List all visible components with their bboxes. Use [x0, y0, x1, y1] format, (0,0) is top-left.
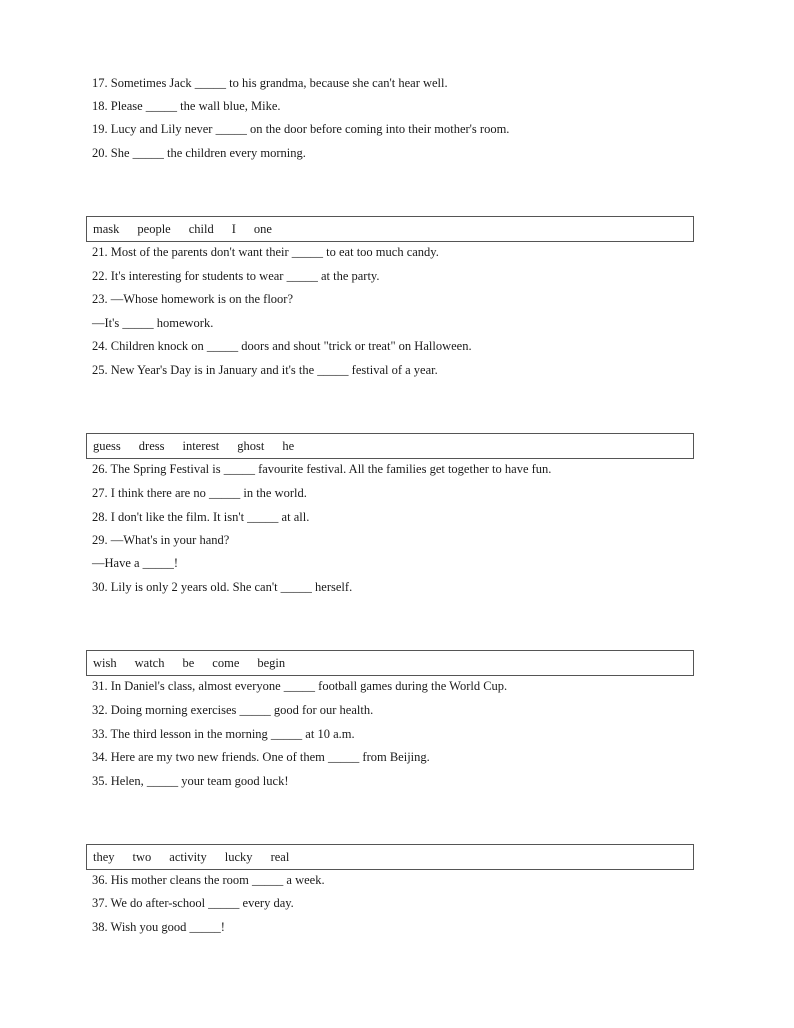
- question-20: 20. She _____ the children every morning.: [92, 146, 306, 160]
- question-27: 27. I think there are no _____ in the world.: [92, 486, 307, 500]
- word-box-item: dress: [138, 439, 165, 453]
- question-36: 36. His mother cleans the room _____ a week.: [92, 873, 325, 887]
- question-37: 37. We do after-school _____ every day.: [92, 896, 294, 910]
- question-28: 28. I don't like the film. It isn't _____ at all.: [92, 510, 310, 524]
- question-21: 21. Most of the parents don't want their _____ to eat too much candy.: [92, 245, 439, 259]
- word-box-item: begin: [257, 656, 286, 670]
- word-box-4: [86, 650, 694, 676]
- word-box-item: they: [93, 850, 115, 864]
- word-box-2: [86, 216, 694, 242]
- word-box-item: two: [132, 850, 152, 864]
- word-box-item: come: [212, 656, 240, 670]
- question-29: 29. —What's in your hand?: [92, 533, 230, 547]
- answer-23: —It's _____ homework.: [92, 316, 214, 330]
- word-box-item: real: [270, 850, 290, 864]
- question-24: 24. Children knock on _____ doors and shout "trick or treat" on Halloween.: [92, 339, 472, 353]
- word-box-item: lucky: [224, 850, 253, 864]
- word-box-item: interest: [182, 439, 220, 453]
- word-box-item: one: [253, 222, 272, 236]
- question-32: 32. Doing morning exercises _____ good for our health.: [92, 703, 374, 717]
- word-box-item: activity: [169, 850, 207, 864]
- question-34: 34. Here are my two new friends. One of them _____ from Beijing.: [92, 750, 430, 764]
- word-box-item: be: [182, 656, 195, 670]
- question-18: 18. Please _____ the wall blue, Mike.: [92, 99, 281, 113]
- question-30: 30. Lily is only 2 years old. She can't _____ herself.: [92, 580, 353, 594]
- word-box-item: ghost: [237, 439, 265, 453]
- question-31: 31. In Daniel's class, almost everyone _____ football games during the World Cup.: [92, 679, 508, 693]
- question-33: 33. The third lesson in the morning _____ at 10 a.m.: [92, 727, 355, 741]
- answer-29: —Have a _____!: [92, 556, 179, 570]
- question-26: 26. The Spring Festival is _____ favourite festival. All the families get together to have fun.: [92, 462, 552, 476]
- word-box-item: mask: [93, 222, 120, 236]
- word-box-3: [86, 433, 694, 459]
- question-22: 22. It's interesting for students to wear _____ at the party.: [92, 269, 380, 283]
- question-35: 35. Helen, _____ your team good luck!: [92, 774, 289, 788]
- word-box-item: I: [231, 222, 236, 236]
- word-box-item: watch: [134, 656, 165, 670]
- question-23: 23. —Whose homework is on the floor?: [92, 292, 294, 306]
- word-box-5: [86, 844, 694, 870]
- word-box-item: guess: [93, 439, 121, 453]
- word-box-item: wish: [93, 656, 117, 670]
- question-38: 38. Wish you good _____!: [92, 920, 225, 934]
- question-19: 19. Lucy and Lily never _____ on the door before coming into their mother's room.: [92, 122, 510, 136]
- question-17: 17. Sometimes Jack _____ to his grandma, because she can't hear well.: [92, 76, 448, 90]
- word-box-item: he: [282, 439, 295, 453]
- question-25: 25. New Year's Day is in January and it's the _____ festival of a year.: [92, 363, 438, 377]
- word-box-item: people: [137, 222, 171, 236]
- word-box-item: child: [188, 222, 214, 236]
